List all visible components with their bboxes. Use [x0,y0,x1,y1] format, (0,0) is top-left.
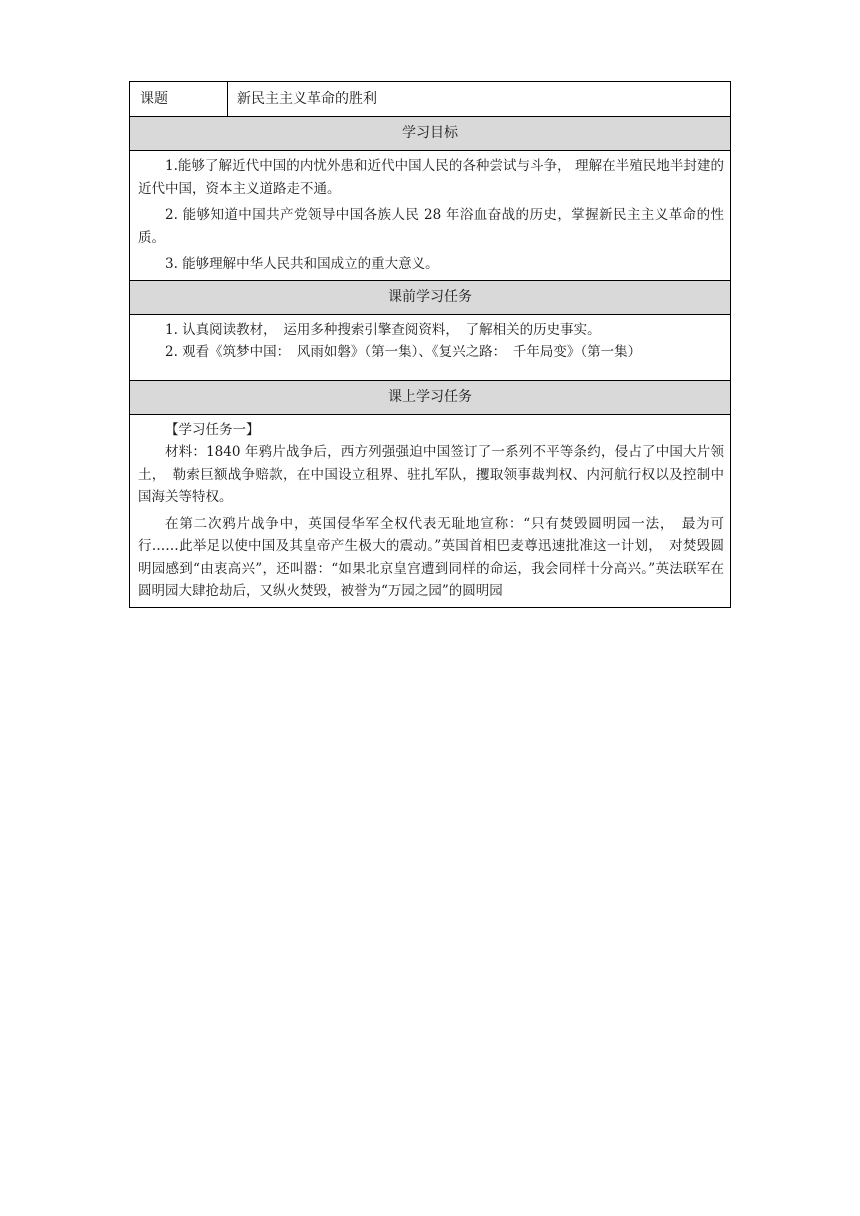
pre-class-content-row [130,314,731,380]
lesson-plan-table [129,81,731,608]
objective-item: 3. 能够理解中华人民共和国成立的重大意义。 [165,256,439,272]
objectives-content [130,151,731,281]
in-class-heading-row [130,380,731,414]
topic-label: 课题 [130,82,228,117]
material-paragraph: 材料：1840 年鸦片战争后，西方列强强迫中国签订了一系列不平等条约，侵占了中国大片领土， 勒索巨额战争赔款，在中国设立租界、驻扎军队，攫取领事裁判权、内河航行权以及控制中国海关等特权。 [138,444,724,505]
topic-row [130,82,731,117]
pre-class-item: 1. 认真阅读教材， 运用多种搜索引擎查阅资料， 了解相关的历史事实。 [165,321,601,338]
task-title: 【学习任务一】 [165,421,260,438]
in-class-content [130,414,731,607]
in-class-content-row [130,414,731,607]
pre-class-content [130,314,731,380]
in-class-heading: 课上学习任务 [130,380,731,414]
lesson-plan-page [129,81,731,608]
objectives-heading-row [130,117,731,151]
pre-class-heading-row [130,280,731,314]
objectives-content-row [130,151,731,281]
topic-value: 新民主主义革命的胜利 [228,82,731,117]
objective-item: 1.能够了解近代中国的内忧外患和近代中国人民的各种尝试与斗争， 理解在半殖民地半封建的近代中国，资本主义道路走不通。 [138,158,724,197]
objective-item: 2. 能够知道中国共产党领导中国各族人民 28 年浴血奋战的历史，掌握新民主主义革命的性质。 [138,207,724,246]
pre-class-item: 2. 观看《筑梦中国： 风雨如磐》（第一集）、《复兴之路： 千年局变》（第一集） [165,344,642,360]
objectives-heading: 学习目标 [130,117,731,151]
pre-class-heading: 课前学习任务 [130,280,731,314]
material-paragraph: 在第二次鸦片战争中，英国侵华军全权代表无耻地宣称：“只有焚毁圆明园一法， 最为可行……此举足以使中国及其皇帝产生极大的震动。”英国首相巴麦尊迅速批准这一计划， 对焚毁圆明园感到“由衷高兴”，还叫嚣：“如果北京皇宫遭到同样的命运，我会同样十分高兴。”英法联军在圆明园大肆抢劫后，又纵火焚毁，被誉为“万园之园”的圆明园 [138,515,724,599]
